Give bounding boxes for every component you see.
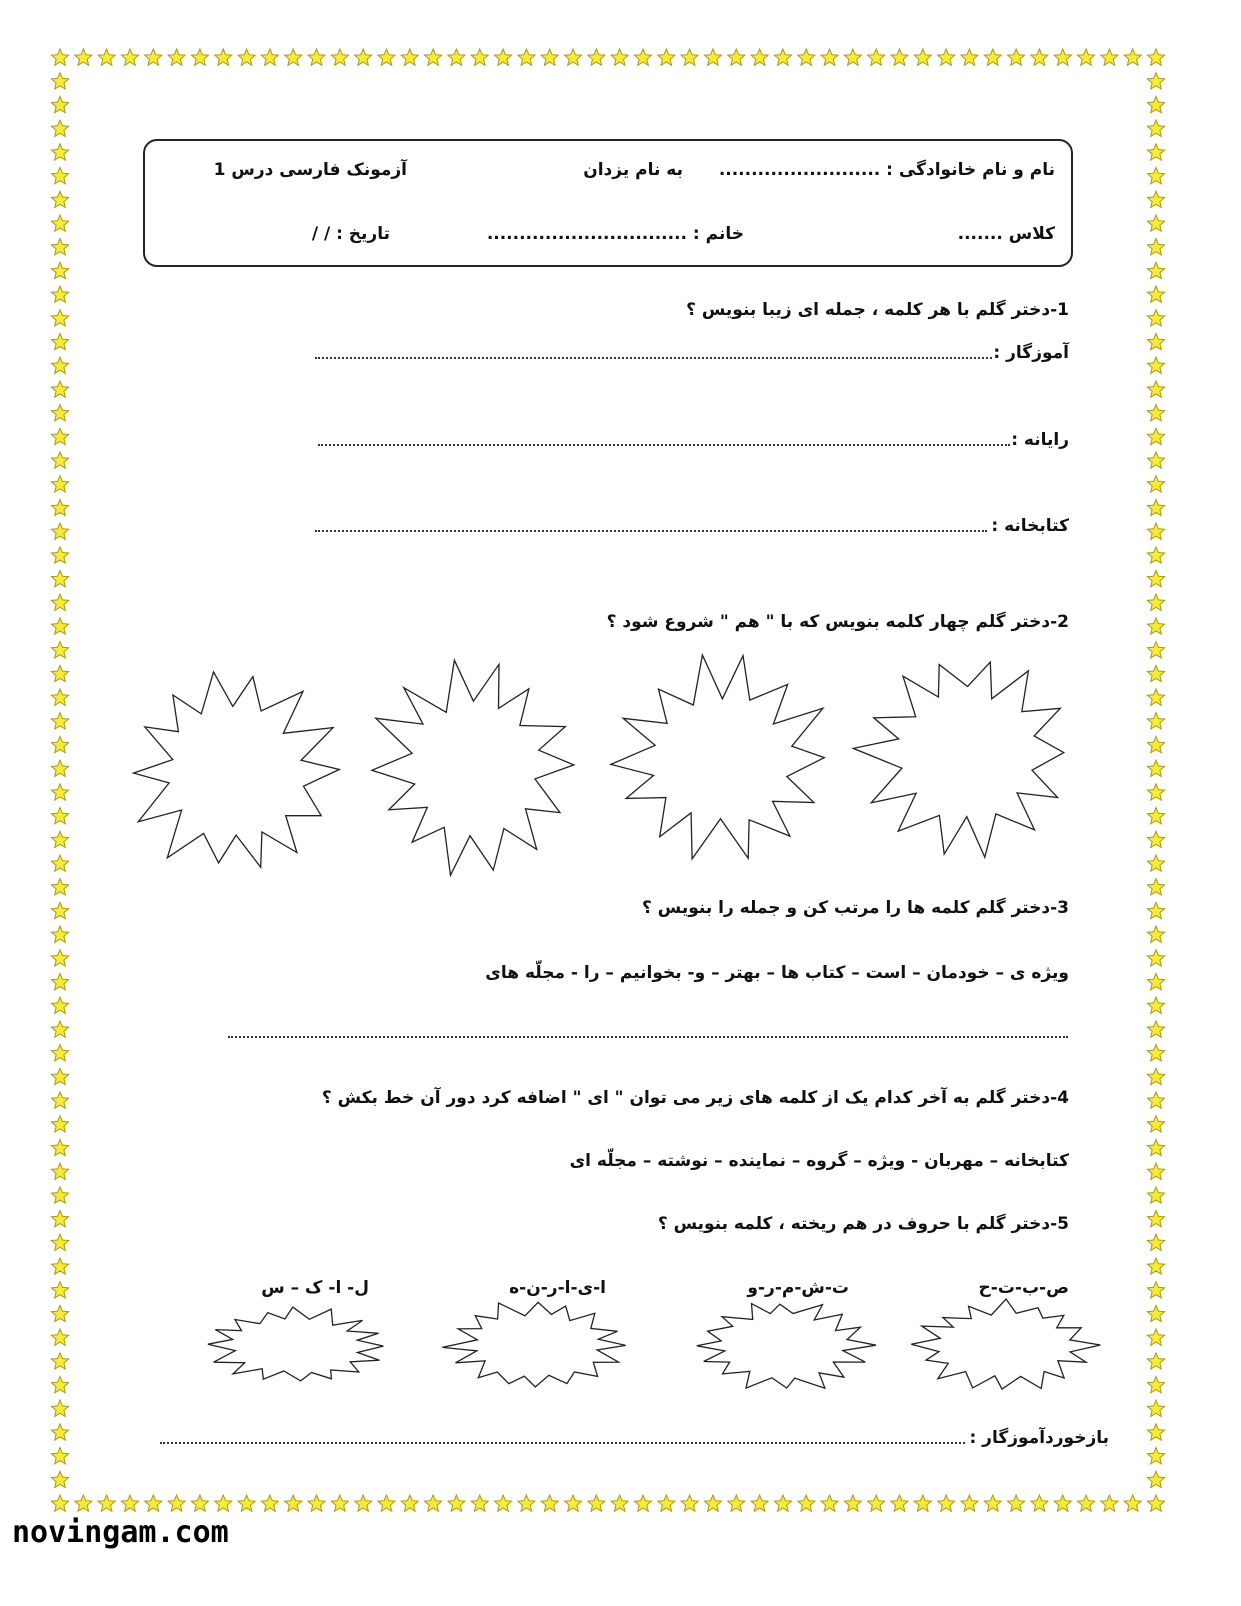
border-star-icon [425, 1495, 442, 1511]
border-star-icon [51, 1329, 68, 1345]
border-star-icon [51, 1471, 68, 1487]
border-star-icon [1147, 405, 1164, 421]
q5-letter-group-1: ص-ب-ت-ح [978, 1278, 1069, 1298]
border-star-icon [51, 262, 68, 278]
border-star-icon [51, 428, 68, 444]
q1-answer-line-1[interactable] [315, 357, 992, 359]
border-star-icon [215, 49, 232, 65]
border-star-icon [1147, 1021, 1164, 1037]
border-star-icon [51, 49, 68, 65]
border-star-icon [1147, 96, 1164, 112]
site-watermark: novingam.com [12, 1515, 229, 1550]
q1-word-2: رایانه : [1011, 430, 1069, 450]
border-star-icon [98, 49, 115, 65]
border-star-icon [51, 286, 68, 302]
border-star-icon [1147, 1163, 1164, 1179]
border-star-icon [1147, 49, 1164, 65]
border-star-icon [51, 120, 68, 136]
starburst-outline [611, 655, 825, 859]
header-center-title: به نام یزدان [583, 160, 683, 180]
border-star-icon [518, 1495, 535, 1511]
border-star-icon [1147, 1329, 1164, 1345]
border-star-icon [518, 49, 535, 65]
border-star-icon [471, 1495, 488, 1511]
border-star-icon [215, 1495, 232, 1511]
border-star-icon [51, 405, 68, 421]
border-star-icon [51, 499, 68, 515]
border-star-icon [1124, 1495, 1141, 1511]
border-star-icon [448, 1495, 465, 1511]
border-star-icon [51, 357, 68, 373]
starburst-outline [442, 1302, 625, 1387]
border-star-icon [378, 1495, 395, 1511]
q1-word-3: کتابخانه : [991, 516, 1069, 536]
border-star-icon [565, 49, 582, 65]
border-star-icon [98, 1495, 115, 1511]
starburst-outline [372, 660, 574, 875]
border-star-icon [774, 49, 791, 65]
question-2-prompt: 2-دختر گلم چهار کلمه بنویس که با " هم " شروع شود ؟ [606, 612, 1069, 632]
border-star-icon [51, 1377, 68, 1393]
border-star-icon [1031, 49, 1048, 65]
border-star-icon [308, 1495, 325, 1511]
border-star-icon [51, 334, 68, 350]
border-star-icon [751, 1495, 768, 1511]
border-star-icon [1147, 120, 1164, 136]
border-star-icon [1078, 1495, 1095, 1511]
border-star-icon [75, 1495, 92, 1511]
border-star-icon [401, 49, 418, 65]
border-star-icon [588, 49, 605, 65]
border-star-icon [1147, 1471, 1164, 1487]
border-star-icon [1147, 950, 1164, 966]
exam-title: آزمونک فارسی درس 1 [213, 160, 407, 180]
class-field-label: کلاس ....... [957, 224, 1055, 244]
border-star-icon [238, 1495, 255, 1511]
border-star-icon [1147, 452, 1164, 468]
border-star-icon [1147, 334, 1164, 350]
border-star-icon [1147, 1139, 1164, 1155]
border-star-icon [798, 1495, 815, 1511]
q2-burst-box-2[interactable] [364, 655, 584, 880]
border-star-icon [51, 784, 68, 800]
border-star-icon [634, 1495, 651, 1511]
question-4-prompt: 4-دختر گلم به آخر کدام یک از کلمه های زیر می توان " ای " اضافه کرد دور آن خط بکش ؟ [321, 1088, 1069, 1108]
starburst-outline [853, 662, 1064, 857]
border-star-icon [751, 49, 768, 65]
border-star-icon [51, 1187, 68, 1203]
border-star-icon [51, 808, 68, 824]
border-star-icon [1147, 736, 1164, 752]
border-star-icon [471, 49, 488, 65]
border-star-icon [1008, 1495, 1025, 1511]
starburst-outline [697, 1304, 876, 1389]
q5-burst-box-2[interactable] [688, 1298, 880, 1393]
q3-answer-line[interactable] [228, 1036, 1068, 1038]
border-star-icon [51, 215, 68, 231]
border-star-icon [51, 1258, 68, 1274]
border-star-icon [51, 1068, 68, 1084]
q2-burst-box-1[interactable] [122, 665, 347, 880]
border-star-icon [1147, 594, 1164, 610]
border-star-icon [51, 239, 68, 255]
border-star-icon [191, 49, 208, 65]
border-star-icon [51, 1139, 68, 1155]
border-star-icon [75, 49, 92, 65]
border-star-icon [1147, 428, 1164, 444]
border-star-icon [121, 49, 138, 65]
border-star-icon [51, 618, 68, 634]
header-box [143, 139, 1073, 267]
border-star-icon [541, 1495, 558, 1511]
border-star-icon [728, 49, 745, 65]
border-star-icon [1147, 191, 1164, 207]
border-star-icon [51, 1424, 68, 1440]
border-star-icon [495, 1495, 512, 1511]
border-star-icon [1101, 49, 1118, 65]
border-star-icon [704, 1495, 721, 1511]
border-star-icon [51, 73, 68, 89]
border-star-icon [984, 49, 1001, 65]
border-star-icon [1147, 665, 1164, 681]
border-star-icon [51, 665, 68, 681]
border-star-icon [238, 49, 255, 65]
border-star-icon [1054, 49, 1071, 65]
border-star-icon [285, 49, 302, 65]
border-star-icon [51, 926, 68, 942]
border-star-icon [1147, 808, 1164, 824]
question-5-prompt: 5-دختر گلم با حروف در هم ریخته ، کلمه بنویس ؟ [657, 1214, 1069, 1234]
border-star-icon [634, 49, 651, 65]
border-star-icon [1147, 144, 1164, 160]
border-star-icon [51, 974, 68, 990]
border-star-icon [1147, 1234, 1164, 1250]
border-star-icon [51, 1116, 68, 1132]
q1-answer-line-3[interactable] [315, 530, 987, 532]
border-star-icon [1147, 571, 1164, 587]
starburst-outline [208, 1307, 384, 1381]
border-star-icon [611, 49, 628, 65]
border-star-icon [611, 1495, 628, 1511]
border-star-icon [51, 381, 68, 397]
border-star-icon [51, 1092, 68, 1108]
border-star-icon [51, 902, 68, 918]
border-star-icon [984, 1495, 1001, 1511]
name-field-label: نام و نام خانوادگی : ......................... [718, 160, 1055, 180]
border-star-icon [868, 49, 885, 65]
q2-burst-box-3[interactable] [606, 652, 838, 867]
border-star-icon [1147, 642, 1164, 658]
border-star-icon [495, 49, 512, 65]
border-star-icon [1147, 997, 1164, 1013]
border-star-icon [868, 1495, 885, 1511]
starburst-outline [134, 672, 340, 867]
border-star-icon [378, 49, 395, 65]
border-star-icon [51, 879, 68, 895]
border-star-icon [51, 1163, 68, 1179]
border-star-icon [891, 49, 908, 65]
border-star-icon [1147, 215, 1164, 231]
border-star-icon [1147, 476, 1164, 492]
border-star-icon [914, 1495, 931, 1511]
border-star-icon [1147, 902, 1164, 918]
starburst-outline [911, 1299, 1100, 1389]
border-star-icon [401, 1495, 418, 1511]
border-star-icon [331, 49, 348, 65]
border-star-icon [51, 1045, 68, 1061]
border-star-icon [1147, 381, 1164, 397]
border-star-icon [681, 49, 698, 65]
border-star-icon [961, 49, 978, 65]
border-star-icon [51, 831, 68, 847]
border-star-icon [1147, 1045, 1164, 1061]
border-star-icon [51, 476, 68, 492]
border-star-icon [1147, 547, 1164, 563]
border-star-icon [821, 49, 838, 65]
border-star-icon [658, 1495, 675, 1511]
border-star-icon [51, 452, 68, 468]
border-star-icon [51, 1400, 68, 1416]
border-star-icon [51, 1448, 68, 1464]
q3-scrambled-words: ویژه ی – خودمان – است – کتاب ها – بهتر – و- بخوانیم – را - مجلّه های [485, 963, 1069, 983]
border-star-icon [1147, 239, 1164, 255]
border-star-icon [51, 168, 68, 184]
border-star-icon [1147, 499, 1164, 515]
border-star-icon [1147, 262, 1164, 278]
border-star-icon [1147, 1424, 1164, 1440]
border-star-icon [51, 310, 68, 326]
q5-burst-box-3[interactable] [442, 1298, 632, 1393]
border-star-icon [308, 49, 325, 65]
q5-burst-box-4[interactable] [202, 1305, 392, 1387]
border-star-icon [1147, 73, 1164, 89]
border-star-icon [1147, 1258, 1164, 1274]
border-star-icon [541, 49, 558, 65]
border-star-icon [1147, 1282, 1164, 1298]
border-star-icon [1147, 689, 1164, 705]
border-star-icon [168, 49, 185, 65]
border-star-icon [1147, 1187, 1164, 1203]
border-star-icon [51, 855, 68, 871]
border-star-icon [51, 96, 68, 112]
border-star-icon [51, 1282, 68, 1298]
q2-burst-box-4[interactable] [852, 645, 1080, 863]
border-star-icon [448, 49, 465, 65]
border-star-icon [1031, 1495, 1048, 1511]
border-star-icon [1147, 168, 1164, 184]
border-star-icon [425, 49, 442, 65]
border-star-icon [285, 1495, 302, 1511]
border-star-icon [1147, 1092, 1164, 1108]
border-star-icon [1078, 49, 1095, 65]
border-star-icon [798, 49, 815, 65]
border-star-icon [1147, 1353, 1164, 1369]
date-field-label: تاریخ : / / [311, 224, 390, 244]
border-star-icon [844, 1495, 861, 1511]
border-star-icon [1147, 310, 1164, 326]
border-star-icon [51, 642, 68, 658]
q5-letter-group-4: ل- ا- ک – س [261, 1278, 369, 1298]
border-star-icon [191, 1495, 208, 1511]
border-star-icon [51, 571, 68, 587]
q5-letter-group-2: ت-ش-م-ر-و [747, 1278, 849, 1298]
border-star-icon [1147, 760, 1164, 776]
border-star-icon [891, 1495, 908, 1511]
border-star-icon [681, 1495, 698, 1511]
border-star-icon [588, 1495, 605, 1511]
border-star-icon [938, 1495, 955, 1511]
border-star-icon [1147, 974, 1164, 990]
border-star-icon [355, 1495, 372, 1511]
border-star-icon [1147, 1448, 1164, 1464]
border-star-icon [1124, 49, 1141, 65]
border-star-icon [1147, 286, 1164, 302]
border-star-icon [1147, 1068, 1164, 1084]
border-star-icon [51, 1353, 68, 1369]
border-star-icon [844, 49, 861, 65]
border-star-icon [121, 1495, 138, 1511]
border-star-icon [1147, 1211, 1164, 1227]
q1-word-1: آموزگار : [993, 343, 1069, 363]
border-star-icon [51, 547, 68, 563]
border-star-icon [51, 689, 68, 705]
q5-burst-box-1[interactable] [908, 1298, 1102, 1393]
teacher-field-label: خانم : ............................... [486, 224, 744, 244]
teacher-feedback-label: بازخوردآموزگار : [969, 1428, 1109, 1448]
border-star-icon [1147, 1400, 1164, 1416]
border-star-icon [658, 49, 675, 65]
border-star-icon [1008, 49, 1025, 65]
border-star-icon [938, 49, 955, 65]
border-star-icon [51, 1305, 68, 1321]
border-star-icon [914, 49, 931, 65]
border-star-icon [51, 144, 68, 160]
q4-word-list: کتابخانه – مهربان - ویژه – گروه – نماینده – نوشته – مجلّه ای [569, 1151, 1069, 1171]
border-star-icon [168, 1495, 185, 1511]
border-star-icon [1147, 1116, 1164, 1132]
border-star-icon [51, 1021, 68, 1037]
border-star-icon [261, 49, 278, 65]
border-star-icon [565, 1495, 582, 1511]
border-star-icon [821, 1495, 838, 1511]
question-3-prompt: 3-دختر گلم کلمه ها را مرتب کن و جمله را بنویس ؟ [642, 898, 1069, 918]
border-star-icon [1147, 523, 1164, 539]
border-star-icon [145, 1495, 162, 1511]
border-star-icon [51, 523, 68, 539]
border-star-icon [1147, 713, 1164, 729]
border-star-icon [1147, 1495, 1164, 1511]
border-star-icon [704, 49, 721, 65]
border-star-icon [355, 49, 372, 65]
border-star-icon [1101, 1495, 1118, 1511]
border-star-icon [1147, 879, 1164, 895]
teacher-feedback-line[interactable] [160, 1442, 965, 1444]
border-star-icon [51, 760, 68, 776]
border-star-icon [145, 49, 162, 65]
border-star-icon [51, 594, 68, 610]
border-star-icon [728, 1495, 745, 1511]
border-star-icon [331, 1495, 348, 1511]
border-star-icon [1147, 618, 1164, 634]
border-star-icon [1147, 784, 1164, 800]
border-star-icon [51, 1211, 68, 1227]
q5-letter-group-3: ا-ی-ا-ر-ن-ه [509, 1278, 606, 1298]
border-star-icon [1054, 1495, 1071, 1511]
border-star-icon [51, 1495, 68, 1511]
border-star-icon [1147, 831, 1164, 847]
q1-answer-line-2[interactable] [318, 444, 1010, 446]
border-star-icon [1147, 1377, 1164, 1393]
border-star-icon [51, 736, 68, 752]
border-star-icon [51, 713, 68, 729]
border-star-icon [51, 997, 68, 1013]
border-star-icon [1147, 357, 1164, 373]
border-star-icon [774, 1495, 791, 1511]
border-star-icon [51, 950, 68, 966]
border-star-icon [51, 191, 68, 207]
border-star-icon [961, 1495, 978, 1511]
border-star-icon [1147, 855, 1164, 871]
border-star-icon [51, 1234, 68, 1250]
border-star-icon [1147, 1305, 1164, 1321]
border-star-icon [1147, 926, 1164, 942]
border-star-icon [261, 1495, 278, 1511]
question-1-prompt: 1-دختر گلم با هر کلمه ، جمله ای زیبا بنویس ؟ [686, 300, 1069, 320]
